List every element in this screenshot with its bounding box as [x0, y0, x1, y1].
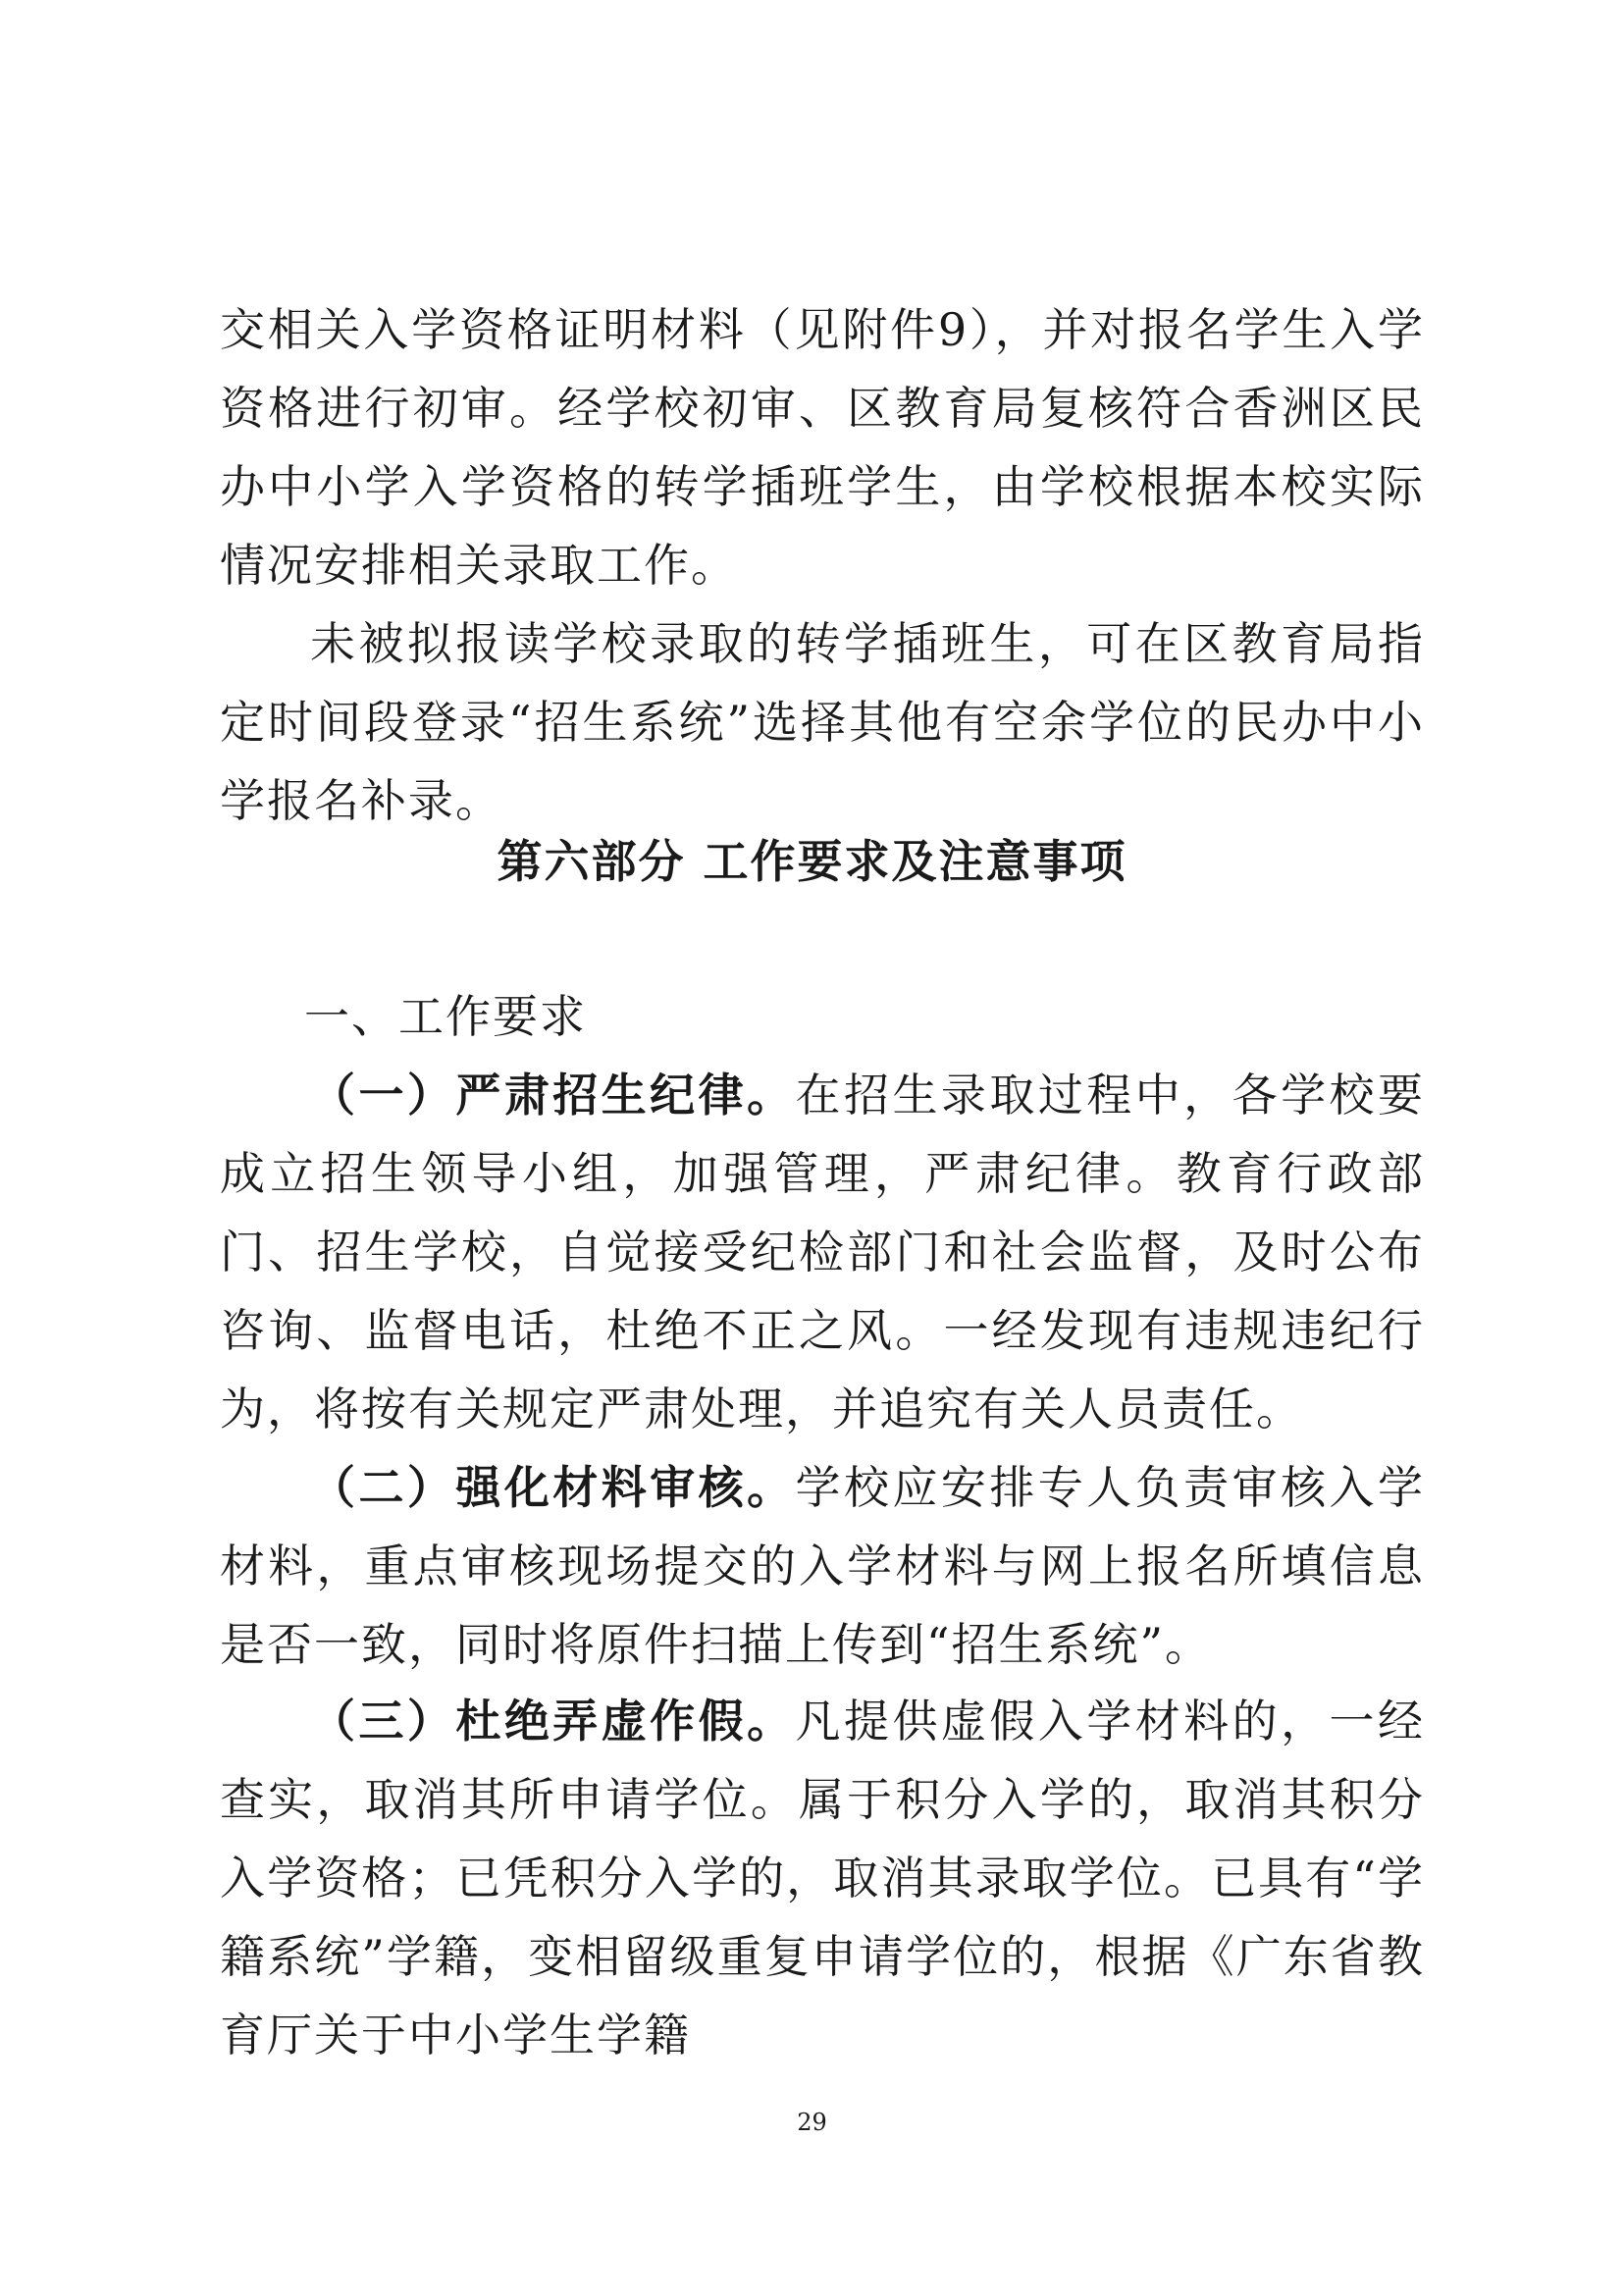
requirement-item-1 [220, 1056, 1425, 1448]
requirement-lead: （二）强化材料审核。 [310, 1461, 796, 1514]
paragraph-text: 交相关入学资格证明材料（见附件9），并对报名学生入学资格进行初审。经学校初审、区教育局复核符合香洲区民办中小学入学资格的转学插班学生，由学校根据本校实际情况安排相关录取工作。 [220, 303, 1425, 592]
requirement-text: 学校应安排专人负责审核入学材料，重点审核现场提交的入学材料与网上报名所填信息是否一致，同时将原件扫描上传到“招生系统”。 [220, 1461, 1426, 1671]
paragraph-text: 未被拟报读学校录取的转学插班生，可在区教育局指定时间段登录“招生系统”选择其他有空余学位的民办中小学报名补录。 [220, 617, 1425, 827]
sub-heading: 一、工作要求 [304, 990, 587, 1043]
requirement-item-3 [220, 1682, 1425, 2074]
page-number: 29 [797, 2109, 827, 2136]
requirement-item-2 [220, 1448, 1425, 1684]
requirement-paragraph [220, 1448, 1425, 1684]
paragraph-unadmitted-transfers [220, 604, 1425, 840]
requirement-text: 凡提供虚假入学材料的，一经查实，取消其所申请学位。属于积分入学的，取消其积分入学资格；已凭积分入学的，取消其录取学位。已具有“学籍系统”学籍，变相留级重复申请学位的，根据《广东省教育厅关于中小学生学籍 [220, 1695, 1426, 2061]
requirement-lead: （三）杜绝弄虚作假。 [310, 1695, 796, 1748]
section-title: 第六部分 工作要求及注意事项 [497, 835, 1127, 888]
requirement-lead: （一）严肃招生纪律。 [310, 1069, 796, 1122]
requirement-text: 在招生录取过程中，各学校要成立招生领导小组，加强管理，严肃纪律。教育行政部门、招生学校，自觉接受纪检部门和社会监督，及时公布咨询、监督电话，杜绝不正之风。一经发现有违规违纪行为，将按有关规定严肃处理，并追究有关人员责任。 [220, 1069, 1426, 1435]
requirement-paragraph [220, 1682, 1425, 2074]
requirement-paragraph [220, 1056, 1425, 1448]
paragraph-continuation [220, 290, 1425, 604]
